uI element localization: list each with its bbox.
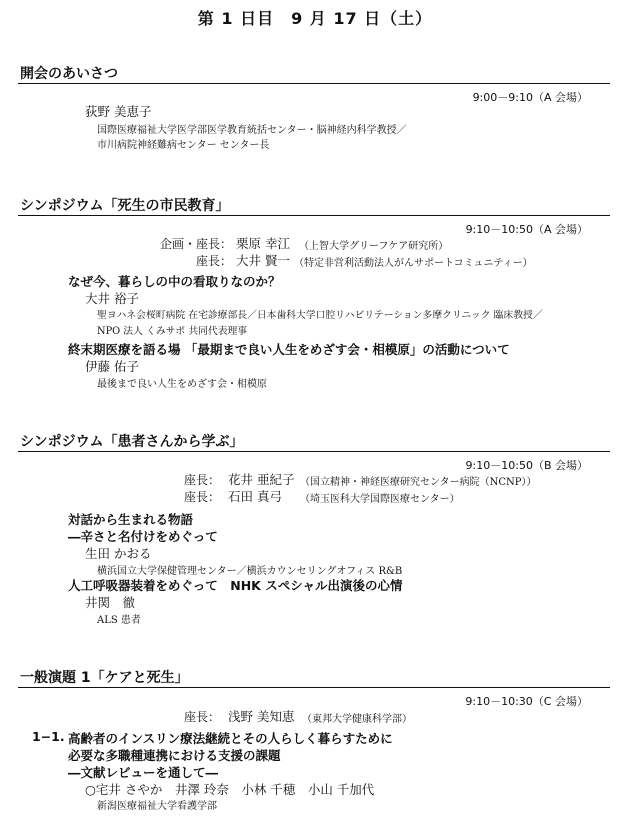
- section-title: シンポジウム「患者さんから学ぶ」: [20, 434, 244, 450]
- speaker-affiliation: 市川病院神経難病センター センター長: [97, 140, 270, 151]
- speaker-affiliation: 国際医療福祉大学医学部医学教育統括センター・脳神経内科学教授／: [97, 125, 407, 136]
- speaker-name: 荻野 美恵子: [85, 104, 152, 119]
- speaker-affiliation: 聖ヨハネ会桜町病院 在宅診療部長／日本歯科大学口腔リハビリテーション多摩クリニック 臨床教授／: [97, 310, 543, 321]
- chair-affiliation: （埼玉医科大学国際医療センター）: [300, 494, 460, 505]
- speaker-affiliation: ALS 患者: [97, 615, 141, 626]
- chair-name: 大井 賢一: [236, 253, 290, 268]
- chair-label: 座長：: [183, 710, 220, 724]
- chair-affiliation: （東邦大学健康科学部）: [302, 714, 412, 725]
- section-divider: [18, 83, 610, 84]
- section-title: 開会のあいさつ: [20, 66, 118, 82]
- session-time: 9:10－10:50（B 会場）: [465, 459, 588, 472]
- chair-name: 花井 亜紀子: [228, 472, 295, 487]
- chair-name: 栗原 幸江: [236, 236, 290, 251]
- session-time: 9:10－10:30（C 会場）: [465, 695, 588, 708]
- speaker-name: 井関 徹: [85, 595, 136, 610]
- talk-title: 対話から生まれる物語: [68, 512, 194, 527]
- chair-label: 座長：: [195, 254, 232, 268]
- abstract-subtitle: ―文献レビューを通して―: [68, 765, 219, 780]
- chair-name: 浅野 美知恵: [228, 709, 295, 724]
- chair-label: 座長：: [183, 490, 220, 504]
- chair-label: 企画・座長：: [159, 237, 232, 251]
- speaker-name: 生田 かおる: [85, 546, 152, 561]
- chair-label: 座長：: [183, 473, 220, 487]
- speaker-affiliation: 最後まで良い人生をめざす会・相模原: [97, 379, 267, 390]
- speaker-affiliation: NPO 法人 くみサポ 共同代表理事: [97, 326, 248, 337]
- chair-affiliation: （上智大学グリーフケア研究所）: [299, 241, 449, 252]
- chair-name: 石田 真弓: [228, 489, 282, 504]
- section-divider: [18, 451, 610, 452]
- talk-title: 人工呼吸器装着をめぐって NHK スペシャル出演後の心情: [68, 578, 403, 593]
- abstract-title: 必要な多職種連携における支援の課題: [68, 748, 281, 763]
- talk-subtitle: ―辛さと名付けをめぐって: [68, 529, 218, 544]
- chair-affiliation: （特定非営利活動法人がんサポートコミュニティー）: [294, 258, 533, 269]
- talk-title: 終末期医療を語る場 「最期まで良い人生をめざす会・相模原」の活動について: [68, 342, 510, 357]
- section-divider: [18, 687, 610, 688]
- abstract-number: 1−1.: [32, 729, 65, 744]
- speaker-affiliation: 横浜国立大学保健管理センター／横浜カウンセリングオフィス R&B: [97, 566, 403, 577]
- author-affiliation: 新潟医療福祉大学看護学部: [97, 801, 217, 812]
- talk-title: なぜ今、暮らしの中の看取りなのか？: [68, 274, 281, 289]
- section-divider: [18, 215, 610, 216]
- section-title: シンポジウム「死生の市民教育」: [20, 198, 230, 214]
- speaker-name: 伊藤 佑子: [85, 359, 139, 374]
- session-time: 9:10－10:50（A 会場）: [465, 223, 588, 236]
- section-title: 一般演題 1「ケアと死生」: [20, 670, 189, 686]
- abstract-authors: ○宅井 さやか 井澤 玲奈 小林 千穂 小山 千加代: [85, 782, 375, 797]
- page-title: 第 1 日目 9 月 17 日（土）: [197, 9, 433, 28]
- abstract-title: 高齢者のインスリン療法継続とその人らしく暮らすために: [68, 731, 393, 746]
- chair-affiliation: （国立精神・神経医療研究センター病院（NCNP））: [300, 477, 537, 488]
- session-time: 9:00－9:10（A 会場）: [472, 91, 588, 104]
- speaker-name: 大井 裕子: [85, 291, 139, 306]
